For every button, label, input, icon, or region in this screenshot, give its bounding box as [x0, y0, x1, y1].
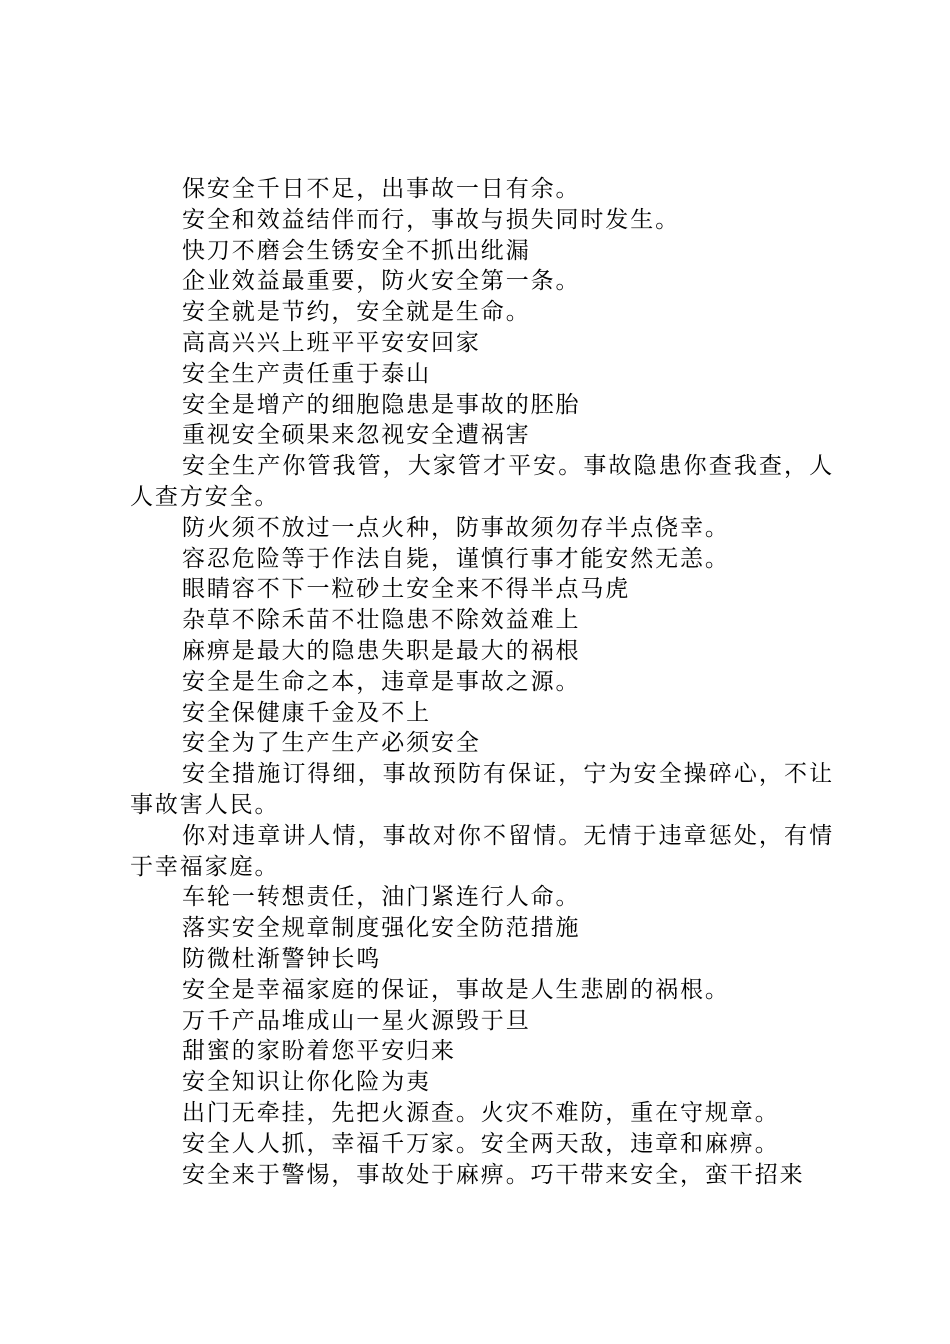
paragraph: 企业效益最重要，防火安全第一条。 — [182, 268, 581, 295]
paragraph: 防火须不放过一点火种，防事故须勿存半点侥幸。 — [182, 514, 730, 541]
paragraph: 快刀不磨会生锈安全不抓出纰漏 — [182, 237, 531, 264]
paragraph: 安全措施订得细，事故预防有保证，宁为安全操碎心，不让事故害人民。 — [130, 761, 834, 818]
paragraph: 安全就是节约，安全就是生命。 — [182, 299, 531, 326]
paragraph: 容忍危险等于作法自毙，谨慎行事才能安然无恙。 — [182, 545, 730, 572]
paragraph: 安全生产责任重于泰山 — [182, 360, 431, 387]
document-body — [130, 174, 834, 1190]
paragraph: 安全是增产的细胞隐患是事故的胚胎 — [182, 391, 581, 418]
paragraph: 安全人人抓，幸福千万家。安全两天敌，违章和麻痹。 — [182, 1130, 780, 1157]
paragraph: 万千产品堆成山一星火源毁于旦 — [182, 1007, 531, 1034]
paragraph: 落实安全规章制度强化安全防范措施 — [182, 915, 581, 942]
paragraph: 重视安全硕果来忽视安全遭祸害 — [182, 422, 531, 449]
paragraph: 杂草不除禾苗不壮隐患不除效益难上 — [182, 607, 581, 634]
paragraph: 眼睛容不下一粒砂土安全来不得半点马虎 — [182, 576, 631, 603]
paragraph: 出门无牵挂，先把火源查。火灾不难防，重在守规章。 — [182, 1099, 780, 1126]
paragraph: 车轮一转想责任，油门紧连行人命。 — [182, 884, 581, 911]
paragraph: 安全来于警惕，事故处于麻痹。巧干带来安全，蛮干招来 — [182, 1161, 805, 1188]
paragraph: 安全为了生产生产必须安全 — [182, 730, 481, 757]
paragraph: 麻痹是最大的隐患失职是最大的祸根 — [182, 637, 581, 664]
paragraph: 安全和效益结伴而行，事故与损失同时发生。 — [182, 206, 680, 233]
paragraph: 保安全千日不足，出事故一日有余。 — [182, 176, 581, 202]
paragraph: 安全是生命之本，违章是事故之源。 — [182, 668, 581, 695]
paragraph: 你对违章讲人情，事故对你不留情。无情于违章惩处，有情于幸福家庭。 — [130, 822, 834, 880]
paragraph: 安全保健康千金及不上 — [182, 699, 431, 726]
paragraph: 安全生产你管我管，大家管才平安。事故隐患你查我查，人人查方安全。 — [130, 453, 834, 510]
paragraph: 甜蜜的家盼着您平安归来 — [182, 1038, 456, 1065]
paragraph: 安全是幸福家庭的保证，事故是人生悲剧的祸根。 — [182, 976, 730, 1003]
paragraph: 防微杜渐警钟长鸣 — [182, 945, 382, 972]
paragraph: 安全知识让你化险为夷 — [182, 1069, 431, 1096]
paragraph: 高高兴兴上班平平安安回家 — [182, 329, 481, 356]
